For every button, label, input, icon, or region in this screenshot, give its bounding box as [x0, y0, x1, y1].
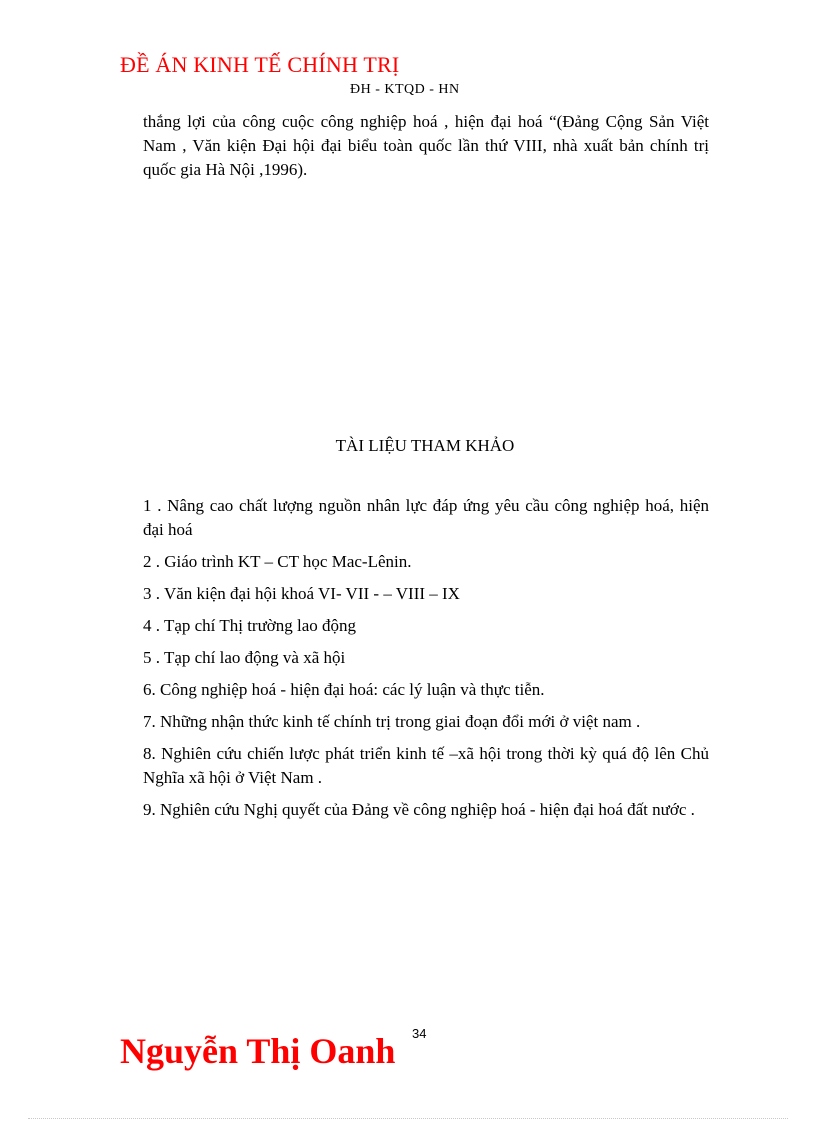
document-title: ĐỀ ÁN KINH TẾ CHÍNH TRỊ — [120, 52, 400, 77]
reference-item: 5 . Tạp chí lao động và xã hội — [143, 648, 346, 667]
author-name: Nguyễn Thị Oanh — [120, 1031, 396, 1071]
reference-item: 6. Công nghiệp hoá - hiện đại hoá: các lý luận và thực tiễn. — [143, 680, 545, 699]
reference-item: 8. Nghiên cứu chiến lược phát triển kinh tế –xã hội trong thời kỳ quá độ lên Chủ Nghĩa xã hội ở Việt Nam . — [143, 744, 709, 787]
reference-item: 2 . Giáo trình KT – CT học Mac-Lênin. — [143, 552, 412, 571]
references-list — [143, 494, 709, 830]
page-number: 34 — [412, 1026, 427, 1041]
reference-item: 7. Những nhận thức kinh tế chính trị trong giai đoạn đổi mới ở việt nam . — [143, 712, 641, 731]
page-bottom-divider — [28, 1118, 788, 1119]
references-heading: TÀI LIỆU THAM KHẢO — [335, 436, 515, 455]
reference-item: 9. Nghiên cứu Nghị quyết của Đảng về công nghiệp hoá - hiện đại hoá đất nước . — [143, 800, 695, 819]
reference-item: 4 . Tạp chí Thị trường lao động — [143, 616, 357, 635]
reference-item: 3 . Văn kiện đại hội khoá VI- VII - – VIII – IX — [143, 584, 460, 603]
reference-item: 1 . Nâng cao chất lượng nguồn nhân lực đáp ứng yêu cầu công nghiệp hoá, hiện đại hoá — [143, 496, 709, 539]
intro-paragraph: thắng lợi của công cuộc công nghiệp hoá , hiện đại hoá “(Đảng Cộng Sản Việt Nam , Văn kiện Đại hội đại biểu toàn quốc lần thứ VIII, nhà xuất bản chính trị quốc gia Hà Nội ,1996). — [143, 112, 709, 179]
document-subtitle: ĐH - KTQD - HN — [350, 82, 460, 97]
